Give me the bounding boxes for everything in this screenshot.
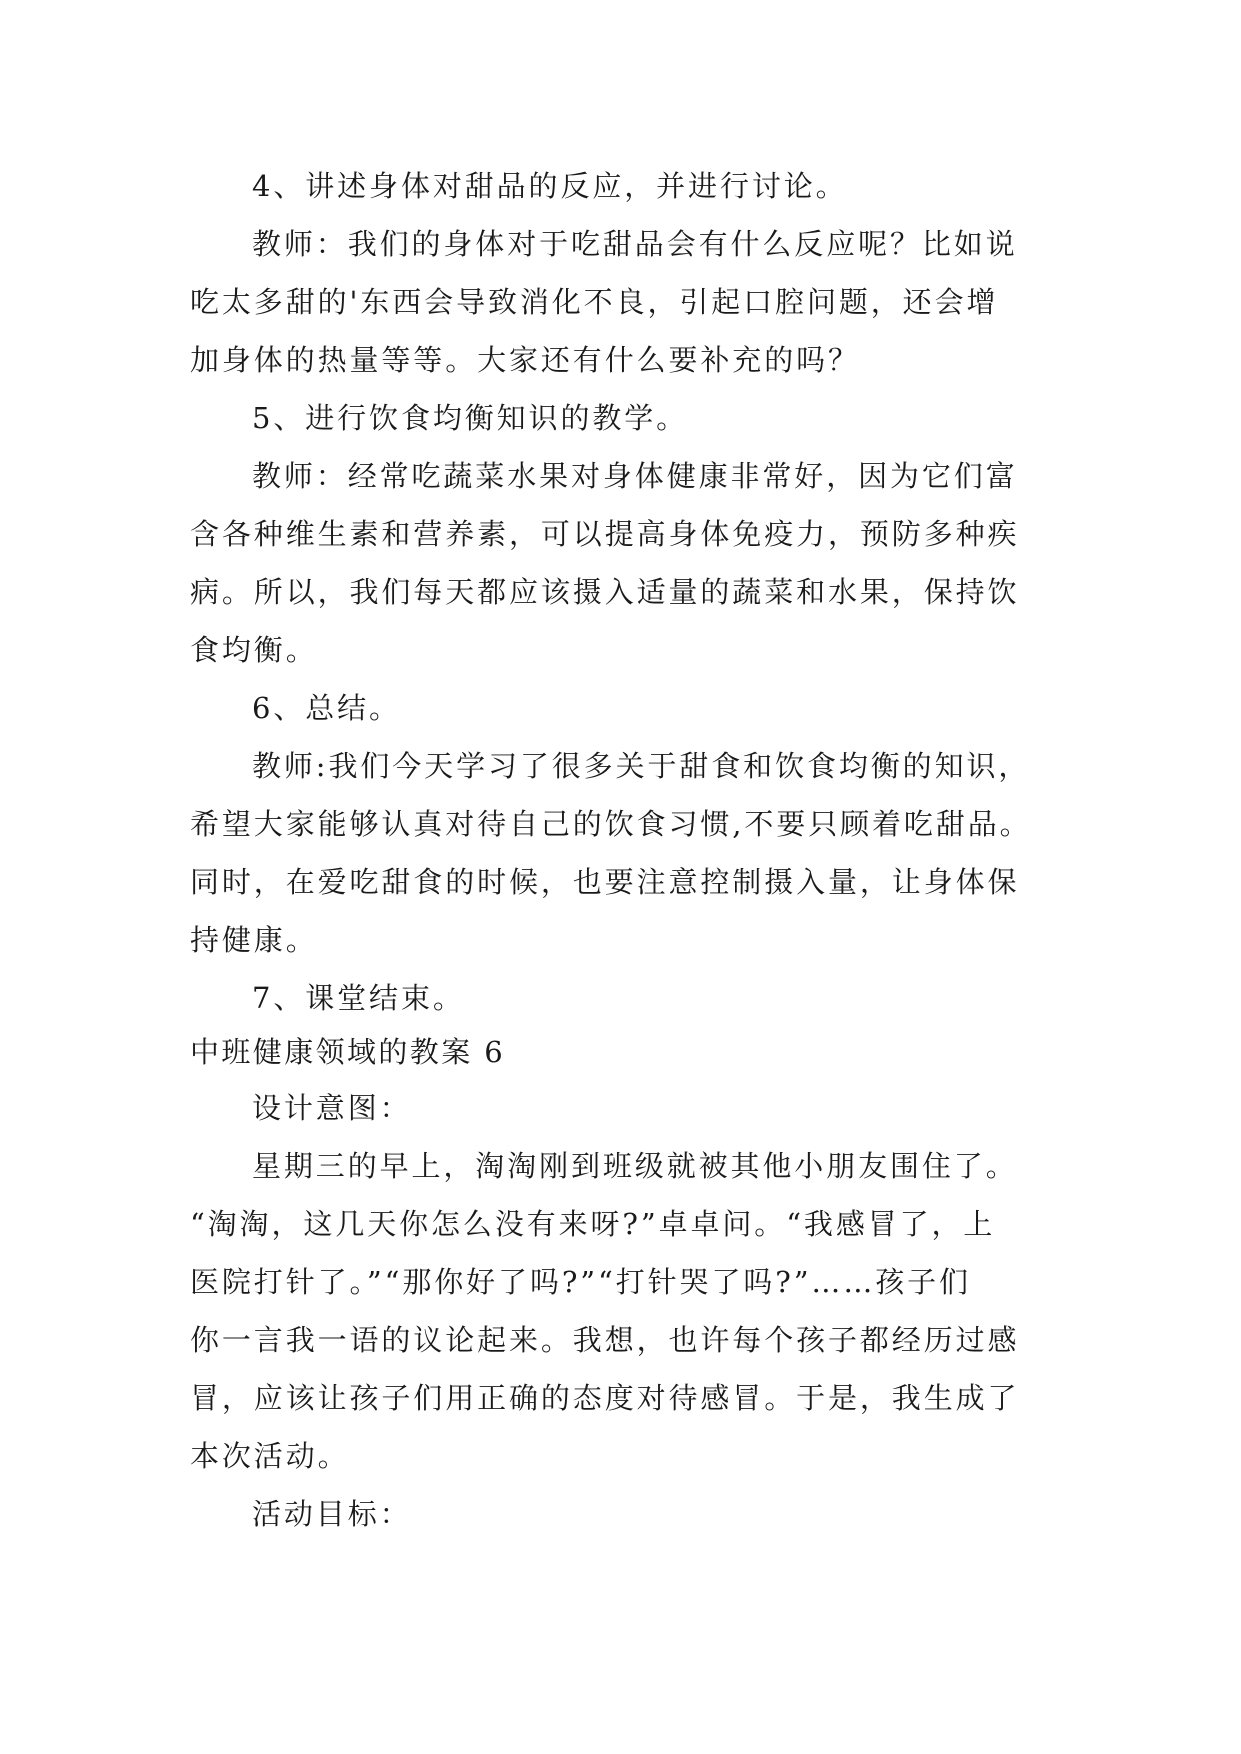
step-5-heading: 5、进行饮食均衡知识的教学。	[252, 401, 689, 435]
paragraph-line: 医院打针了。”“那你好了吗?”“打针哭了吗?”……孩子们	[190, 1265, 971, 1299]
paragraph-line: 吃太多甜的'东西会导致消化不良，引起口腔问题，还会增	[190, 285, 999, 319]
paragraph-line: 含各种维生素和营养素，可以提高身体免疫力，预防多种疾	[190, 517, 1020, 551]
paragraph-line: 病。所以，我们每天都应该摄入适量的蔬菜和水果，保持饮	[190, 575, 1020, 609]
paragraph-line: 食均衡。	[190, 633, 318, 667]
paragraph-line: 星期三的早上，淘淘刚到班级就被其他小朋友围住了。	[252, 1149, 1018, 1183]
step-6-heading: 6、总结。	[252, 691, 401, 725]
step-7-heading: 7、课堂结束。	[252, 981, 465, 1015]
subsection-heading-design-intent: 设计意图：	[252, 1091, 412, 1125]
paragraph-line: 持健康。	[190, 923, 318, 957]
paragraph-line: 本次活动。	[190, 1439, 350, 1473]
section-title: 中班健康领域的教案 6	[190, 1035, 506, 1069]
paragraph-line: “淘淘，这几天你怎么没有来呀?”卓卓问。“我感冒了，上	[190, 1207, 996, 1241]
step-4-heading: 4、讲述身体对甜品的反应，并进行讨论。	[252, 169, 848, 203]
paragraph-line: 冒，应该让孩子们用正确的态度对待感冒。于是，我生成了	[190, 1381, 1020, 1415]
paragraph-line: 教师:我们今天学习了很多关于甜食和饮食均衡的知识，	[252, 749, 1031, 783]
paragraph-line: 教师：我们的身体对于吃甜品会有什么反应呢？比如说	[252, 227, 1018, 261]
subsection-heading-activity-goals: 活动目标：	[252, 1497, 412, 1531]
paragraph-line: 教师：经常吃蔬菜水果对身体健康非常好，因为它们富	[252, 459, 1018, 493]
paragraph-line: 希望大家能够认真对待自己的饮食习惯,不要只顾着吃甜品。	[190, 807, 1032, 841]
paragraph-line: 加身体的热量等等。大家还有什么要补充的吗？	[190, 343, 860, 377]
paragraph-line: 你一言我一语的议论起来。我想，也许每个孩子都经历过感	[190, 1323, 1020, 1357]
paragraph-line: 同时，在爱吃甜食的时候，也要注意控制摄入量，让身体保	[190, 865, 1020, 899]
